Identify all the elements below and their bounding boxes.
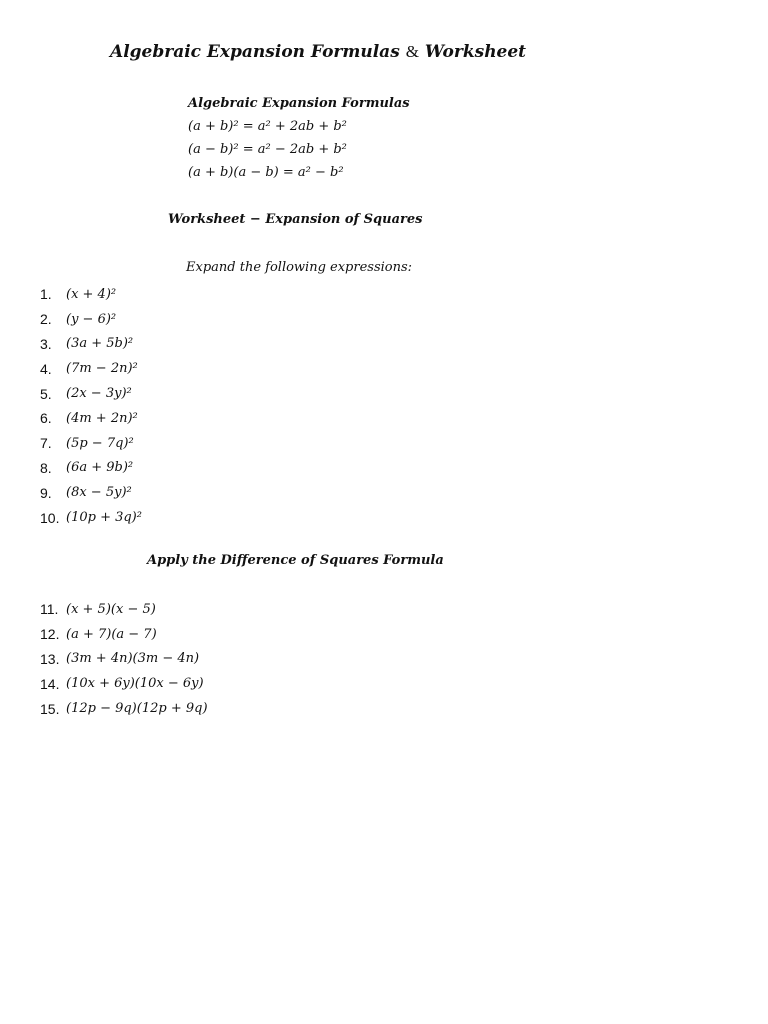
worksheet-heading: Worksheet − Expansion of Squares <box>168 212 423 227</box>
list-item <box>40 480 142 505</box>
problem-expression: (3m + 4n)(3m − 4n) <box>66 651 200 667</box>
problem-expression: (y − 6)² <box>66 311 117 327</box>
problem-expression: (x + 5)(x − 5) <box>66 601 156 617</box>
list-item <box>40 597 208 622</box>
problem-number: 11. <box>40 601 59 618</box>
problem-expression: (4m + 2n)² <box>66 410 138 426</box>
problem-number: 5. <box>40 385 52 402</box>
problem-expression: (a + 7)(a − 7) <box>66 626 157 642</box>
problem-number: 12. <box>40 626 60 643</box>
problem-expression: (12p − 9q)(12p + 9q) <box>66 701 208 717</box>
problem-number: 13. <box>40 650 60 667</box>
problem-number: 7. <box>40 435 52 452</box>
list-item <box>40 406 142 431</box>
formula-square-of-sum: (a + b)² = a² + 2ab + b² <box>188 119 347 134</box>
list-item <box>40 282 142 307</box>
list-item <box>40 332 142 357</box>
list-item <box>40 647 208 672</box>
list-item <box>40 381 142 406</box>
problem-expression: (10x + 6y)(10x − 6y) <box>66 676 204 692</box>
formula-difference-of-squares: (a + b)(a − b) = a² − b² <box>188 165 344 180</box>
problem-number: 14. <box>40 675 60 692</box>
problem-number: 1. <box>40 286 52 303</box>
difference-problem-list <box>40 597 208 721</box>
problem-number: 9. <box>40 484 52 501</box>
problem-expression: (8x − 5y)² <box>66 485 132 501</box>
problem-number: 15. <box>40 700 60 717</box>
problem-number: 10. <box>40 509 60 526</box>
formula-square-of-difference: (a − b)² = a² − 2ab + b² <box>188 142 347 157</box>
list-item <box>40 456 142 481</box>
problem-number: 3. <box>40 335 52 352</box>
list-item <box>40 622 208 647</box>
list-item <box>40 505 142 530</box>
problem-expression: (2x − 3y)² <box>66 386 132 402</box>
problem-expression: (6a + 9b)² <box>66 460 134 476</box>
document-title-ampersand: & <box>405 42 419 61</box>
list-item <box>40 356 142 381</box>
document-title-left: Algebraic Expansion Formulas <box>110 42 400 62</box>
list-item <box>40 431 142 456</box>
problem-number: 4. <box>40 360 52 377</box>
problem-expression: (3a + 5b)² <box>66 336 134 352</box>
problem-number: 8. <box>40 459 52 476</box>
document-title <box>110 42 526 62</box>
worksheet-instruction: Expand the following expressions: <box>186 260 413 275</box>
list-item <box>40 671 208 696</box>
list-item <box>40 696 208 721</box>
difference-of-squares-heading: Apply the Difference of Squares Formula <box>147 553 444 568</box>
document-title-right: Worksheet <box>424 42 527 62</box>
problem-number: 6. <box>40 410 52 427</box>
list-item <box>40 307 142 332</box>
problem-expression: (7m − 2n)² <box>66 361 138 377</box>
expansion-problem-list <box>40 282 142 530</box>
problem-expression: (5p − 7q)² <box>66 435 134 451</box>
problem-number: 2. <box>40 311 52 328</box>
problem-expression: (x + 4)² <box>66 286 117 302</box>
problem-expression: (10p + 3q)² <box>66 510 142 526</box>
formulas-heading: Algebraic Expansion Formulas <box>188 96 410 111</box>
